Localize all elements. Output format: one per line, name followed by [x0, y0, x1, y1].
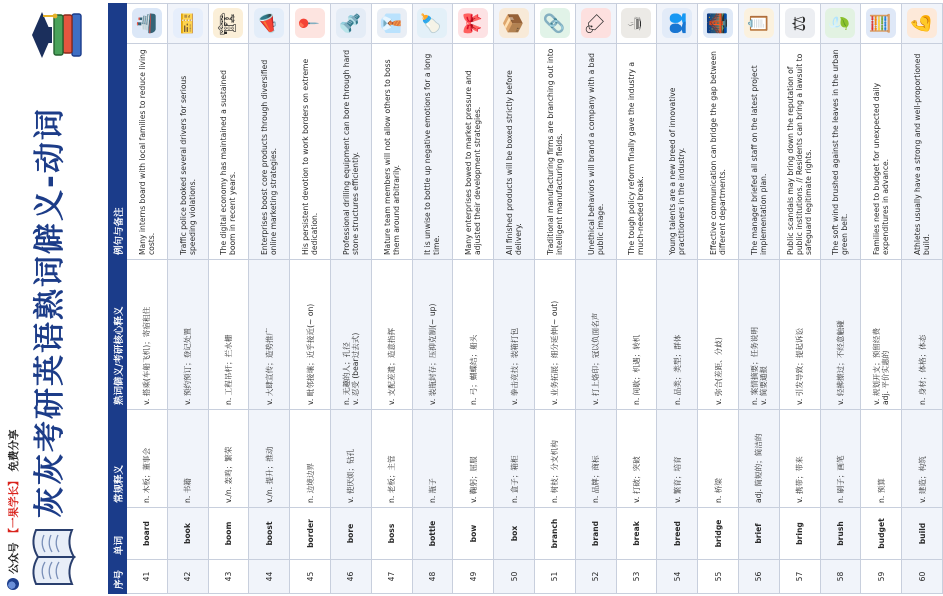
row-example: Public scandals may bring down the reputation of public institutions. // Residents can bring a lawsuit to safeguard legitimate rights. — [779, 44, 820, 260]
table-header-row — [109, 4, 127, 594]
row-common-meaning: n. 边境边界 — [290, 410, 331, 508]
leaf-icon: 🍃 — [825, 9, 855, 39]
row-index: 44 — [249, 560, 290, 594]
scales-icon: ⚖ — [785, 9, 815, 39]
row-word: bridge — [698, 508, 739, 560]
row-illustration — [127, 4, 168, 44]
row-index: 58 — [820, 560, 861, 594]
row-illustration — [494, 4, 535, 44]
table-row — [371, 4, 412, 594]
ship-icon: 🚢 — [132, 9, 162, 39]
row-illustration — [412, 4, 453, 44]
row-index: 54 — [657, 560, 698, 594]
row-example: The soft wind brushed against the leaves in the urban green belt. — [820, 44, 861, 260]
table-row — [453, 4, 494, 594]
bridge-icon: 🌉 — [703, 9, 733, 39]
row-index: 45 — [290, 560, 331, 594]
row-word: boss — [371, 508, 412, 560]
row-illustration — [820, 4, 861, 44]
row-illustration — [208, 4, 249, 44]
table-row — [534, 4, 575, 594]
row-common-meaning: v./n. 轰鸣；繁荣 — [208, 410, 249, 508]
row-rare-meaning: n. 工程吊杆；拦水栅 — [208, 260, 249, 410]
row-example: Effective communication can bridge the gap between different departments. — [698, 44, 739, 260]
column-header-example: 例句与备注 — [109, 44, 127, 260]
row-word: breed — [657, 508, 698, 560]
graduation-books-icon — [28, 8, 86, 62]
arm-icon: 💪 — [907, 9, 937, 39]
row-example: All finished products will be boxed strictly before delivery. — [494, 44, 535, 260]
row-example: Many enterprises bowed to market pressure and adjusted their development strategies. — [453, 44, 494, 260]
row-index: 46 — [330, 560, 371, 594]
row-index: 60 — [902, 560, 943, 594]
table-row — [494, 4, 535, 594]
row-example: Traditional manufacturing firms are branching out into intelligent manufacturing fields. — [534, 44, 575, 260]
row-rare-meaning: v. 装瓶封存；压抑克制(~ up) — [412, 260, 453, 410]
row-illustration — [167, 4, 208, 44]
row-illustration — [902, 4, 943, 44]
crane-icon: 🏗 — [213, 9, 243, 39]
table-row — [738, 4, 779, 594]
row-rare-meaning: v. 大肆宣传；造势推广 — [249, 260, 290, 410]
row-rare-meaning: v. 打上烙印；冠以负面名声 — [575, 260, 616, 410]
table-row — [820, 4, 861, 594]
row-word: board — [127, 508, 168, 560]
row-example: Unethical behaviors will brand a company with a bad public image. — [575, 44, 616, 260]
row-common-meaning: v. 建造；构筑 — [902, 410, 943, 508]
row-rare-meaning: n. 身材；体格；体态 — [902, 260, 943, 410]
row-common-meaning: v. 打破；突破 — [616, 410, 657, 508]
row-word: break — [616, 508, 657, 560]
calculator-icon: 🧮 — [866, 9, 896, 39]
table-row — [779, 4, 820, 594]
row-example: The manager briefed all staff on the latest project implementation plan. — [738, 44, 779, 260]
row-word: border — [290, 508, 331, 560]
row-common-meaning: v. 鞠躬；屈服 — [453, 410, 494, 508]
column-header-word: 单词 — [109, 508, 127, 560]
row-common-meaning: v. 使厌烦；钻孔 — [330, 410, 371, 508]
table-row — [657, 4, 698, 594]
table-row — [861, 4, 902, 594]
row-common-meaning: v. 繁育；培育 — [657, 410, 698, 508]
row-word: bore — [330, 508, 371, 560]
row-index: 41 — [127, 560, 168, 594]
table-row — [902, 4, 943, 594]
row-rare-meaning: v. 规划开支；预留经费 adj. 平价实惠的 — [861, 260, 902, 410]
row-illustration — [575, 4, 616, 44]
column-header-index: 序号 — [109, 560, 127, 594]
table-row — [616, 4, 657, 594]
row-illustration — [290, 4, 331, 44]
row-illustration — [657, 4, 698, 44]
row-rare-meaning: n. 无趣的人；孔径 v. 忍受 (bear过去式) — [330, 260, 371, 410]
row-index: 52 — [575, 560, 616, 594]
column-header-icon — [109, 4, 127, 44]
page-header — [0, 0, 108, 596]
row-example: The tough policy reform finally gave the industry a much-needed break. — [616, 44, 657, 260]
row-rare-meaning: n. 案情摘要；任务说明 v. 简要通报 — [738, 260, 779, 410]
row-word: bottle — [412, 508, 453, 560]
row-rare-meaning: v. 拳击竞技；装箱打包 — [494, 260, 535, 410]
row-illustration — [453, 4, 494, 44]
row-example: The digital economy has maintained a sustained boom in recent years. — [208, 44, 249, 260]
row-index: 43 — [208, 560, 249, 594]
column-header-common-meaning: 常规释义 — [109, 410, 127, 508]
row-index: 42 — [167, 560, 208, 594]
row-rare-meaning: n. 间歇；机遇；转机 — [616, 260, 657, 410]
row-index: 51 — [534, 560, 575, 594]
row-common-meaning: n. 木板；董事会 — [127, 410, 168, 508]
row-rare-meaning: v. 轻拂擦过；不经意触碰 — [820, 260, 861, 410]
row-rare-meaning: v. 弥合(差距、分歧) — [698, 260, 739, 410]
publisher-prefix: 公众号 — [7, 542, 20, 574]
row-word: box — [494, 508, 535, 560]
row-rare-meaning: v. 搭乘(车船飞机)；寄宿租住 — [127, 260, 168, 410]
row-example: Athletes usually have a strong and well-proportioned build. — [902, 44, 943, 260]
package-icon: 📦 — [499, 9, 529, 39]
row-index: 53 — [616, 560, 657, 594]
map-pin-icon: 📍 — [295, 9, 325, 39]
row-rare-meaning: v. 毗邻接壤；近乎接近(~ on) — [290, 260, 331, 410]
row-illustration — [249, 4, 290, 44]
row-word: book — [167, 508, 208, 560]
bottle-icon: 🍼 — [417, 9, 447, 39]
table-row — [208, 4, 249, 594]
row-illustration — [779, 4, 820, 44]
vocabulary-table — [108, 3, 943, 594]
row-common-meaning: n. 老板；主管 — [371, 410, 412, 508]
row-common-meaning: n. 刷子；画笔 — [820, 410, 861, 508]
table-row — [698, 4, 739, 594]
row-example: Young talents are a new breed of innovative practitioners in the industry. — [657, 44, 698, 260]
row-common-meaning: n. 书籍 — [167, 410, 208, 508]
table-row — [330, 4, 371, 594]
row-index: 48 — [412, 560, 453, 594]
group-icon: 👥 — [662, 9, 692, 39]
row-illustration — [616, 4, 657, 44]
row-example: Families need to budget for unexpected daily expenditures in advance. — [861, 44, 902, 260]
row-example: Professional drilling equipment can bore through hard stone structures efficiently. — [330, 44, 371, 260]
table-row — [127, 4, 168, 594]
row-common-meaning: adj. 简短的；简洁的 — [738, 410, 779, 508]
row-illustration — [738, 4, 779, 44]
row-word: boost — [249, 508, 290, 560]
manager-icon: 👔 — [377, 9, 407, 39]
table-row — [167, 4, 208, 594]
row-index: 49 — [453, 560, 494, 594]
coffee-icon: ☕ — [621, 9, 651, 39]
table-row — [249, 4, 290, 594]
row-index: 57 — [779, 560, 820, 594]
row-index: 59 — [861, 560, 902, 594]
row-rare-meaning: v. 业务拓展；细分延伸(~ out) — [534, 260, 575, 410]
row-example: It is unwise to bottle up negative emotions for a long time. — [412, 44, 453, 260]
row-illustration — [861, 4, 902, 44]
row-example: Enterprises boost core products through diversified online marketing strategies. — [249, 44, 290, 260]
row-example: His persistent devotion to work borders on extreme dedication. — [290, 44, 331, 260]
row-illustration — [371, 4, 412, 44]
row-index: 47 — [371, 560, 412, 594]
row-word: bring — [779, 508, 820, 560]
ticket-icon: 🎫 — [173, 9, 203, 39]
row-word: brand — [575, 508, 616, 560]
row-word: build — [902, 508, 943, 560]
row-word: brush — [820, 508, 861, 560]
row-illustration — [534, 4, 575, 44]
row-illustration — [330, 4, 371, 44]
row-example: Mature team members will not allow others to boss them around arbitrarily. — [371, 44, 412, 260]
row-index: 55 — [698, 560, 739, 594]
row-word: brief — [738, 508, 779, 560]
row-common-meaning: v. 携带；带来 — [779, 410, 820, 508]
publisher-logo-icon — [7, 578, 19, 590]
row-common-meaning: n. 桥梁 — [698, 410, 739, 508]
drill-icon: 🔩 — [336, 9, 366, 39]
row-illustration — [698, 4, 739, 44]
megaphone-icon: 📣 — [254, 9, 284, 39]
row-example: Many interns board with local families to reduce living costs. — [127, 44, 168, 260]
table-row — [290, 4, 331, 594]
table-row — [412, 4, 453, 594]
column-header-rare-meaning: 熟词僻义/考研核心释义 — [109, 260, 127, 410]
ribbon-icon: 🎀 — [458, 9, 488, 39]
row-example: Traffic police booked several drivers for serious speeding violations. — [167, 44, 208, 260]
row-word: boom — [208, 508, 249, 560]
row-common-meaning: n. 盒子；箱柜 — [494, 410, 535, 508]
row-common-meaning: n. 瓶子 — [412, 410, 453, 508]
badge-icon: 🏷 — [581, 9, 611, 39]
row-common-meaning: n. 树枝；分支机构 — [534, 410, 575, 508]
publisher-line — [4, 430, 22, 591]
clipboard-icon: 📋 — [744, 9, 774, 39]
row-rare-meaning: v. 引发导致；提起诉讼 — [779, 260, 820, 410]
open-book-icon — [26, 526, 78, 588]
row-word: budget — [861, 508, 902, 560]
row-rare-meaning: v. 支配差遣；造意指挥 — [371, 260, 412, 410]
row-rare-meaning: n. 弓；蝴蝶结；船头 — [453, 260, 494, 410]
row-common-meaning: n. 品牌；商标 — [575, 410, 616, 508]
row-word: branch — [534, 508, 575, 560]
publisher-suffix: 免费分享 — [7, 429, 20, 472]
row-common-meaning: n. 预算 — [861, 410, 902, 508]
table-row — [575, 4, 616, 594]
row-word: bow — [453, 508, 494, 560]
row-rare-meaning: n. 品类；类型；群体 — [657, 260, 698, 410]
row-common-meaning: v./n. 提升；推动 — [249, 410, 290, 508]
row-index: 50 — [494, 560, 535, 594]
publisher-name: 【一果学长】 — [7, 475, 20, 539]
page-title: 灰灰考研英语熟词僻义-动词 — [32, 107, 68, 518]
row-rare-meaning: v. 预约预订；登记处置 — [167, 260, 208, 410]
row-index: 56 — [738, 560, 779, 594]
network-icon: 🔗 — [540, 9, 570, 39]
